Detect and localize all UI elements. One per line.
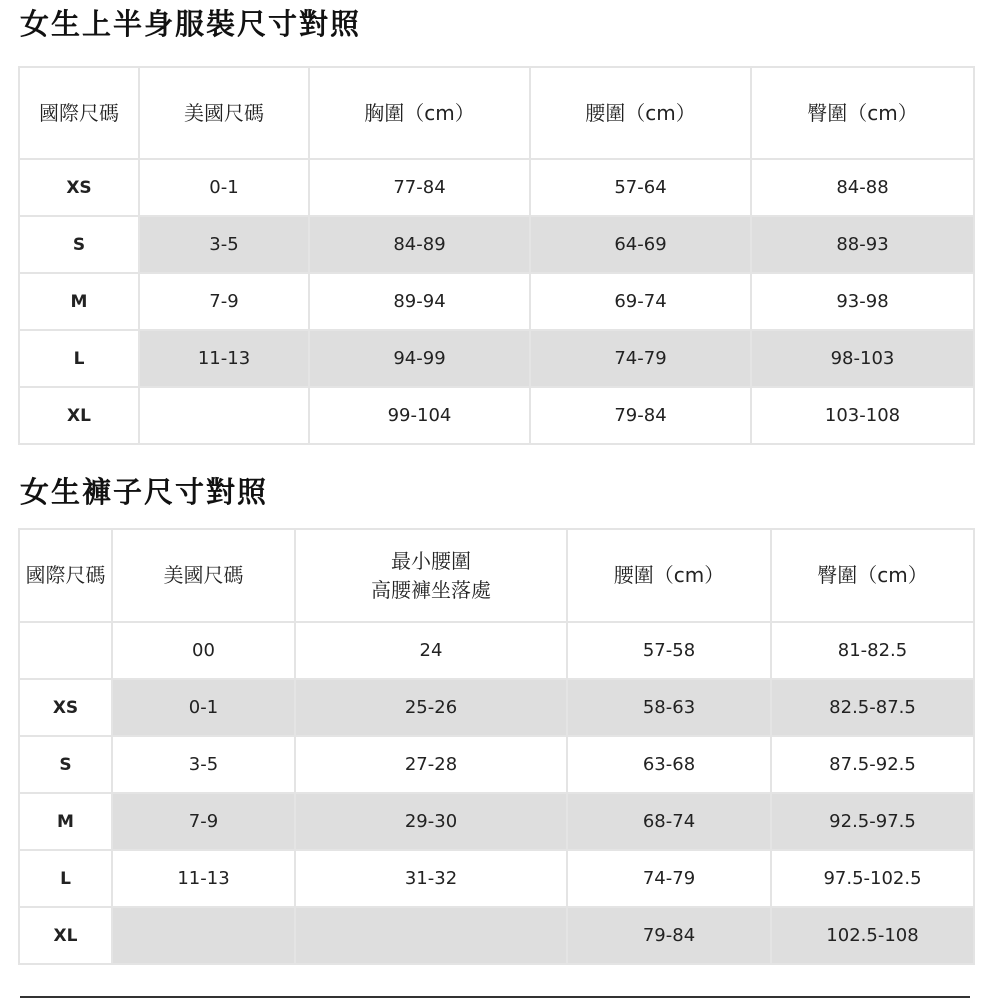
cell-hip: 82.5-87.5 xyxy=(771,679,974,736)
cell-bust: 99-104 xyxy=(309,387,530,444)
table-row xyxy=(19,216,974,273)
cell-waist: 68-74 xyxy=(567,793,771,850)
cell-min-waist: 27-28 xyxy=(295,736,567,793)
table-row xyxy=(19,273,974,330)
cell-us-size: 3-5 xyxy=(112,736,295,793)
table-row xyxy=(19,850,974,907)
column-header-international-size: 國際尺碼 xyxy=(19,67,139,159)
column-header-international-size: 國際尺碼 xyxy=(19,529,112,622)
cell-waist: 57-58 xyxy=(567,622,771,679)
cell-hip: 102.5-108 xyxy=(771,907,974,964)
cell-us-size: 11-13 xyxy=(139,330,309,387)
cell-min-waist: 24 xyxy=(295,622,567,679)
cell-min-waist: 25-26 xyxy=(295,679,567,736)
table-header-row xyxy=(19,67,974,159)
cell-bust: 77-84 xyxy=(309,159,530,216)
cell-hip: 97.5-102.5 xyxy=(771,850,974,907)
table-row xyxy=(19,679,974,736)
cell-international-size: M xyxy=(19,793,112,850)
bottom-divider xyxy=(20,996,970,998)
cell-waist: 74-79 xyxy=(567,850,771,907)
cell-waist: 63-68 xyxy=(567,736,771,793)
table-header-row xyxy=(19,529,974,622)
column-header-hip: 臀圍（cm） xyxy=(751,67,974,159)
table-row xyxy=(19,387,974,444)
cell-waist: 79-84 xyxy=(530,387,751,444)
cell-us-size: 0-1 xyxy=(112,679,295,736)
cell-hip: 103-108 xyxy=(751,387,974,444)
cell-waist: 57-64 xyxy=(530,159,751,216)
cell-us-size xyxy=(139,387,309,444)
cell-bust: 94-99 xyxy=(309,330,530,387)
pants-size-chart-title: 女生褲子尺寸對照 xyxy=(20,475,269,509)
cell-us-size: 00 xyxy=(112,622,295,679)
pants-size-table xyxy=(18,528,975,965)
cell-waist: 64-69 xyxy=(530,216,751,273)
cell-international-size: L xyxy=(19,330,139,387)
column-header-bust: 胸圍（cm） xyxy=(309,67,530,159)
cell-hip: 98-103 xyxy=(751,330,974,387)
cell-hip: 92.5-97.5 xyxy=(771,793,974,850)
cell-international-size: XL xyxy=(19,387,139,444)
table-row xyxy=(19,159,974,216)
cell-hip: 88-93 xyxy=(751,216,974,273)
table-row xyxy=(19,330,974,387)
cell-international-size: M xyxy=(19,273,139,330)
cell-us-size: 7-9 xyxy=(112,793,295,850)
header-line-min-waist: 最小腰圍 xyxy=(391,548,471,573)
cell-us-size xyxy=(112,907,295,964)
cell-international-size: XS xyxy=(19,679,112,736)
column-header-us-size: 美國尺碼 xyxy=(139,67,309,159)
tops-size-chart-title: 女生上半身服裝尺寸對照 xyxy=(20,7,362,41)
cell-us-size: 0-1 xyxy=(139,159,309,216)
tops-size-table xyxy=(18,66,975,445)
cell-hip: 87.5-92.5 xyxy=(771,736,974,793)
column-header-waist: 腰圍（cm） xyxy=(567,529,771,622)
column-header-hip: 臀圍（cm） xyxy=(771,529,974,622)
cell-international-size: S xyxy=(19,216,139,273)
cell-international-size: XL xyxy=(19,907,112,964)
cell-waist: 69-74 xyxy=(530,273,751,330)
cell-min-waist: 31-32 xyxy=(295,850,567,907)
cell-bust: 84-89 xyxy=(309,216,530,273)
table-row xyxy=(19,622,974,679)
table-row xyxy=(19,736,974,793)
cell-international-size: XS xyxy=(19,159,139,216)
table-row xyxy=(19,793,974,850)
cell-us-size: 7-9 xyxy=(139,273,309,330)
cell-waist: 74-79 xyxy=(530,330,751,387)
cell-waist: 58-63 xyxy=(567,679,771,736)
cell-hip: 93-98 xyxy=(751,273,974,330)
cell-us-size: 3-5 xyxy=(139,216,309,273)
cell-hip: 81-82.5 xyxy=(771,622,974,679)
column-header-min-waist xyxy=(295,529,567,622)
header-line-high-rise-position: 高腰褲坐落處 xyxy=(371,577,491,602)
cell-hip: 84-88 xyxy=(751,159,974,216)
cell-waist: 79-84 xyxy=(567,907,771,964)
table-row xyxy=(19,907,974,964)
column-header-waist: 腰圍（cm） xyxy=(530,67,751,159)
cell-international-size xyxy=(19,622,112,679)
column-header-us-size: 美國尺碼 xyxy=(112,529,295,622)
cell-bust: 89-94 xyxy=(309,273,530,330)
cell-international-size: S xyxy=(19,736,112,793)
cell-min-waist xyxy=(295,907,567,964)
cell-international-size: L xyxy=(19,850,112,907)
cell-min-waist: 29-30 xyxy=(295,793,567,850)
cell-us-size: 11-13 xyxy=(112,850,295,907)
